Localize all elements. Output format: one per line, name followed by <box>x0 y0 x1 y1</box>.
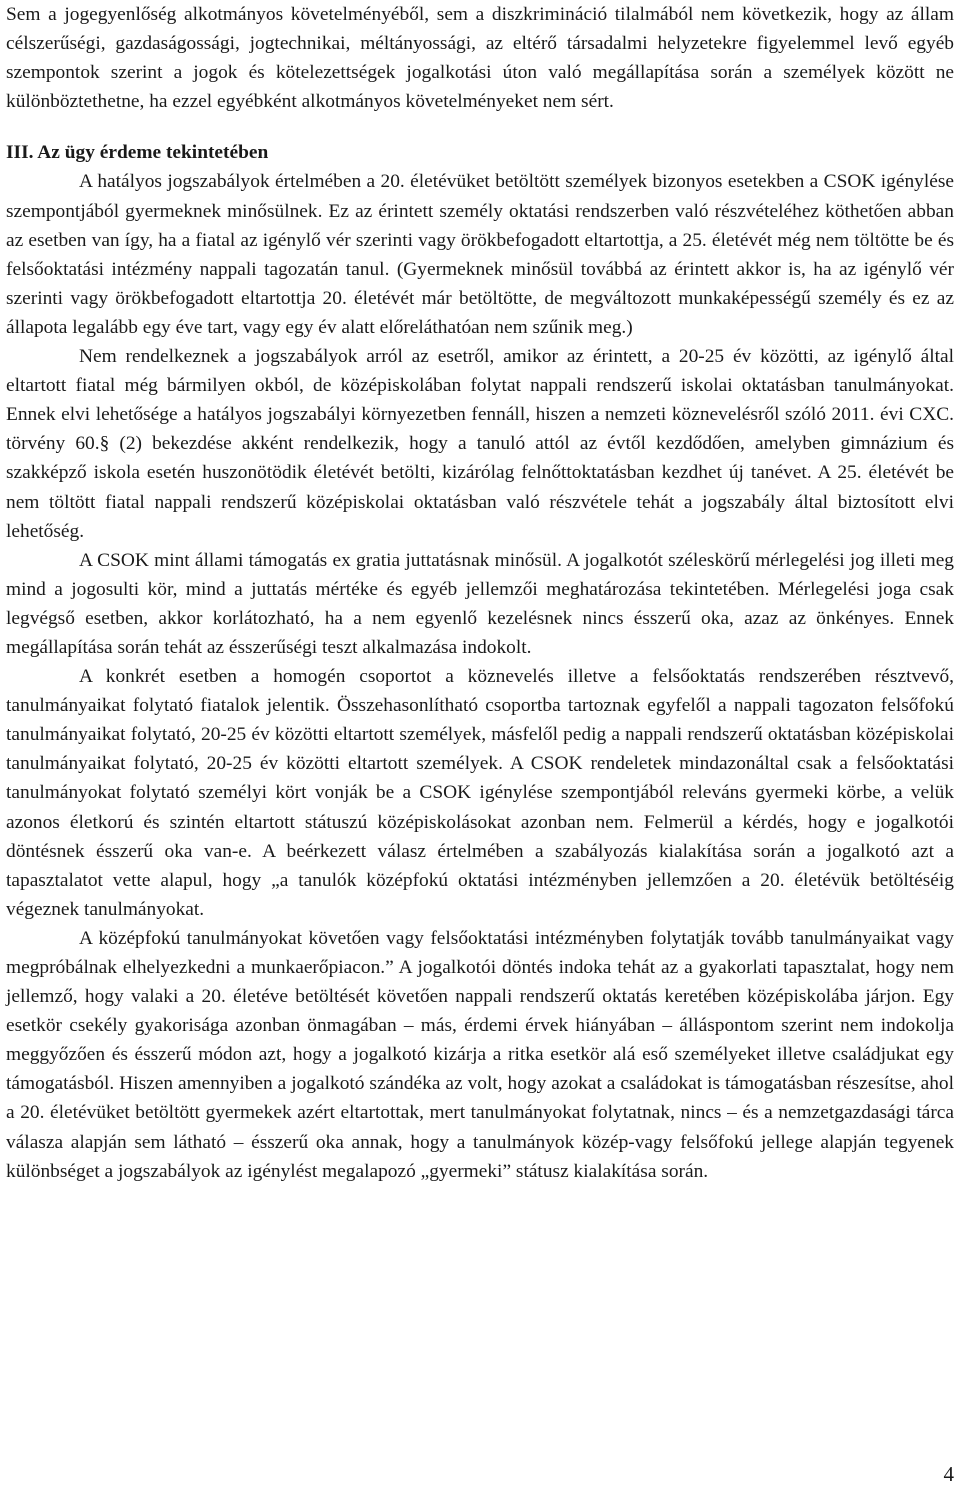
intro-paragraph: Sem a jogegyenlőség alkotmányos követelményéből, sem a diszkrimináció tilalmából nem következik, hogy az állam célszerűségi, gazdaságossági, jogtechnikai, méltányossági, az eltérő társadalmi helyzetekre figyelemmel levő egyéb szempontok szerint a jogok és kötelezettségek jogalkotási úton való megállapítása során a személyek között ne különböztethetne, ha ezzel egyébként alkotmányos követelményeket nem sért. <box>6 4 954 113</box>
body-paragraph-2: Nem rendelkeznek a jogszabályok arról az esetről, amikor az érintett, a 20-25 év közötti, az igénylő által eltartott fiatal még bármilyen okból, de középiskolában folytat nappali rendszerű iskolai oktatásban tanulmányokat. Ennek elvi lehetősége a hatályos jogszabályi környezetben fennáll, hiszen a nemzeti köznevelésről szóló 2011. évi CXC. törvény 60.§ (2) bekezdése akként rendelkezik, hogy a tanuló attól az évtől kezdődően, amelyben gimnázium és szakképző iskola esetén huszonötödik életévét betölti, kizárólag felnőttoktatásban kezdhet új tanévet. A 25. életévét be nem töltött fiatal nappali rendszerű középiskolai oktatásban való részvétele tehát a jogszabály által biztosított elvi lehetőség. <box>6 346 954 542</box>
body-paragraph-5: A középfokú tanulmányokat követően vagy felsőoktatási intézményben folytatják tovább tanulmányaikat vagy megpróbálnak elhelyezkedni a munkaerőpiacon.” A jogalkotói döntés indoka tehát az a gyakorlati tapasztalat, hogy nem jellemző, hogy valaki a 20. életéve betöltését követően nappali rendszerű oktatás keretében középiskolába járjon. Egy esetkör csekély gyakorisága azonban önmagában – más, érdemi érvek hiányában – álláspontom szerint nem indokolja meggyőzően és ésszerű módon azt, hogy a jogalkotó kizárja a ritka esetkör alá eső személyeket illetve családjukat egy támogatásból. Hiszen amennyiben a jogalkotó szándéka az volt, hogy azokat a családokat is támogatásban részesítse, ahol a 20. életévüket betöltött gyermekek azért eltartottak, mert tanulmányokat folytatnak, nincs – és a nemzetgazdasági tárca válasza alapján sem látható – ésszerű oka annak, hogy a tanulmányok közép-vagy felsőfokú jellege alapján tegyenek különbséget a jogszabályok az igénylést megalapozó „gyermeki” státusz kialakítása során. <box>6 927 954 1182</box>
section-heading: III. Az ügy érdeme tekintetében <box>6 142 269 164</box>
page-number: 4 <box>943 1462 954 1486</box>
body-paragraph-4: A konkrét esetben a homogén csoportot a köznevelés illetve a felsőoktatás rendszerében résztvevő, tanulmányaikat folytató fiatalok jelentik. Összehasonlítható csoportba tartoznak egyfelől a nappali tagozaton felsőfokú tanulmányaikat folytató, 20-25 év közötti eltartott személyek, másfelől pedig a nappali rendszerű oktatásban középiskolai tanulmányaikat folytató, 20-25 év közötti eltartott személyek. A CSOK rendeletek mindazonáltal csak a felsőoktatási tanulmányokat folytató személyi kört vonják be a CSOK igénylése szempontjából releváns gyermeki körbe, a velük azonos életkorú és szintén eltartott státuszú középiskolásokat azonban nem. Felmerül a kérdés, hogy e jogalkotói döntésnek ésszerű oka van-e. A beérkezett válasz értelmében a szabályozás kialakítása során a jogalkotó azt a tapasztalatot vette alapul, hogy „a tanulók középfokú oktatási intézményben jellemzően a 20. életévük betöltéséig végeznek tanulmányokat. <box>6 666 954 920</box>
document-page <box>6 0 954 1186</box>
body-paragraph-3: A CSOK mint állami támogatás ex gratia juttatásnak minősül. A jogalkotót széleskörű mérlegelési jog illeti meg mind a jogosulti kör, mind a juttatás mértéke és egyéb jellemzői meghatározása tekintetében. Mérlegelési joga csak legvégső esetben, akkor korlátozható, ha a nem egyenlő kezelésnek nincs ésszerű oka, azaz az önkényes. Ennek megállapítása során tehát az ésszerűségi teszt alkalmazása indokolt. <box>6 549 954 658</box>
body-paragraph-1: A hatályos jogszabályok értelmében a 20. életévüket betöltött személyek bizonyos esetekben a CSOK igénylése szempontjából gyermeknek minősülnek. Ez az érintett személy oktatási rendszerben való részvételéhez köthetően abban az esetben van így, ha a fiatal az igénylő vér szerinti vagy örökbefogadott eltartottja, a 25. életévét még nem töltötte be és felsőoktatási intézmény nappali tagozatán tanul. (Gyermeknek minősül továbbá az érintett akkor is, ha az igénylő vér szerinti vagy örökbefogadott eltartottja 20. életévét már betöltötte, de megváltozott munkaképességű személy és ez az állapota legalább egy éve tart, vagy egy év alatt előreláthatóan nem szűnik meg.) <box>6 171 954 338</box>
